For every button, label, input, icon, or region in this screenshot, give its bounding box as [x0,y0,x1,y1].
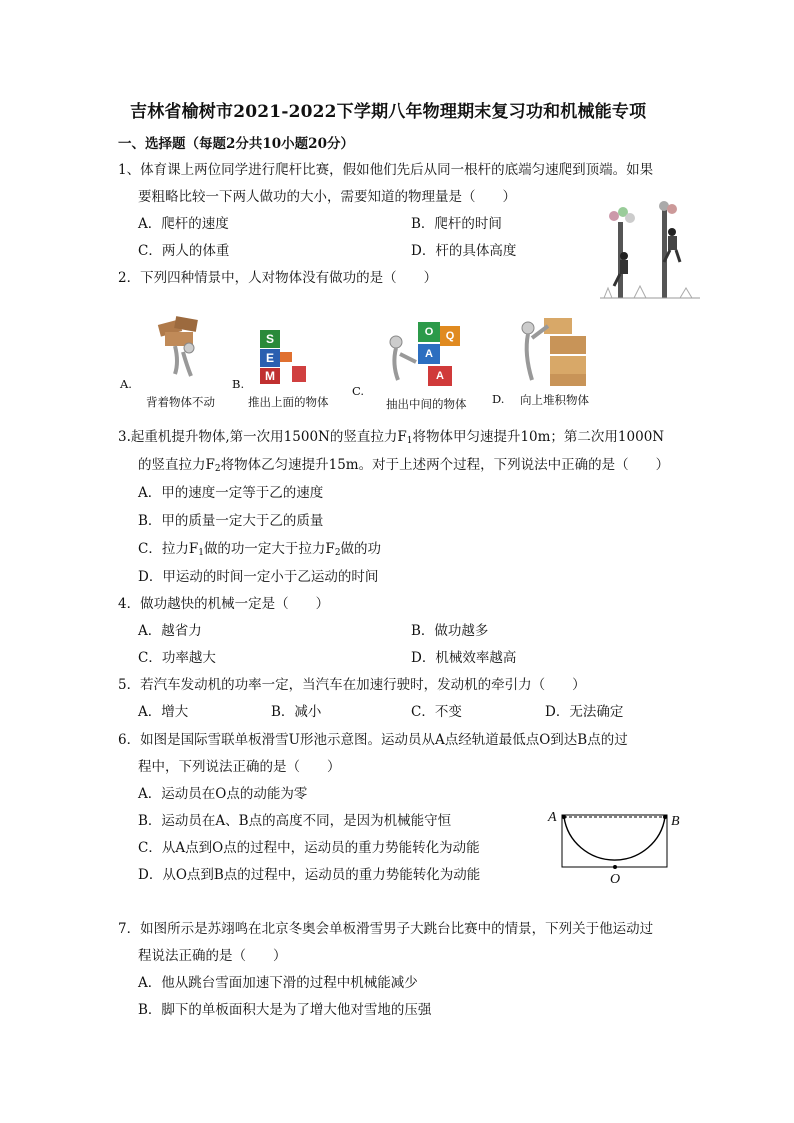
q2-option-d-letter[interactable]: D. [492,392,505,406]
q7-stem-line2: 程说法正确的是（ ） [138,948,287,964]
q2-cube-a1: A [418,344,440,364]
q3-option-b[interactable]: B．甲的质量一定大于乙的质量 [138,513,324,529]
q1-option-c[interactable]: C．两人的体重 [138,243,230,259]
q2-option-b-letter[interactable]: B. [232,377,245,391]
q6-label-a: A [548,810,557,825]
q6-option-a[interactable]: A．运动员在O点的动能为零 [138,786,308,802]
q2-scene-c-pull-figure [380,334,420,388]
q2-block-m: M [260,368,280,384]
q1-option-d[interactable]: D．杆的具体高度 [411,243,517,259]
q6-stem-line1: 6．如图是国际雪联单板滑雪U形池示意图。运动员从A点经轨道最低点O到达B点的过 [118,732,628,748]
q2-option-b-caption: 推出上面的物体 [248,395,329,409]
q2-cube-a2: A [428,366,452,386]
q2-option-c-caption: 抽出中间的物体 [386,397,467,411]
q3-stem-line1: 3.起重机提升物体,第一次用1500N的竖直拉力$F_1$将物体甲匀速提升10m；第二次用1000N [118,429,665,446]
q4-stem: 4．做功越快的机械一定是（ ） [118,596,330,612]
q2-cube-o: O [418,322,440,342]
q6-label-o: O [610,872,621,887]
q2-cube-q: Q [440,326,460,346]
q6-option-c[interactable]: C．从A点到O点的过程中，运动员的重力势能转化为动能 [138,840,480,856]
q7-stem-line1: 7．如图所示是苏翊鸣在北京冬奥会单板滑雪男子大跳台比赛中的情景，下列关于他运动过 [118,921,654,937]
q2-scene-b-push-figure [280,346,310,386]
page-title: 吉林省榆树市2021-2022下学期八年物理期末复习功和机械能专项 [130,102,647,122]
q6-u-pipe-diagram [562,815,670,870]
q6-option-d[interactable]: D．从O点到B点的过程中，运动员的重力势能转化为动能 [138,867,481,883]
q5-stem: 5．若汽车发动机的功率一定，当汽车在加速行驶时，发动机的牵引力（ ） [118,677,586,693]
q1-option-b[interactable]: B．爬杆的时间 [411,216,502,232]
q4-option-c[interactable]: C．功率越大 [138,650,216,666]
q5-option-d[interactable]: D．无法确定 [545,704,624,720]
q2-option-c-letter[interactable]: C. [352,384,365,398]
q4-option-a[interactable]: A．越省力 [138,623,202,639]
q7-option-b[interactable]: B．脚下的单板面积大是为了增大他对雪地的压强 [138,1002,432,1018]
q5-option-b[interactable]: B．减小 [271,704,322,720]
section-heading: 一、选择题（每题2分共10小题20分） [118,136,354,152]
q2-scene-d-stack-figure [510,314,594,388]
q1-pole-climbing-figure [600,200,700,300]
q2-option-d-caption: 向上堆积物体 [520,393,589,407]
q1-option-a[interactable]: A．爬杆的速度 [138,216,229,232]
q6-stem-line2: 程中，下列说法正确的是（ ） [138,759,341,775]
q6-option-b[interactable]: B．运动员在A、B点的高度不同，是因为机械能守恒 [138,813,452,829]
q1-stem-line1: 1、体育课上两位同学进行爬杆比赛，假如他们先后从同一根杆的底端匀速爬到顶端。如果 [118,162,654,178]
q7-option-a[interactable]: A．他从跳台雪面加速下滑的过程中机械能减少 [138,975,418,991]
q5-option-a[interactable]: A．增大 [138,704,189,720]
q2-scene-a-backpack-figure [145,316,225,386]
q2-block-e: E [260,349,280,367]
q4-option-d[interactable]: D．机械效率越高 [411,650,517,666]
q1-stem-line2: 要粗略比较一下两人做功的大小，需要知道的物理量是（ ） [138,189,516,205]
q3-option-a[interactable]: A．甲的速度一定等于乙的速度 [138,485,324,501]
q3-stem-line2: 的竖直拉力$F_2$将物体乙匀速提升15m。对于上述两个过程，下列说法中正确的是（ ） [138,457,670,474]
q2-option-a-caption: 背着物体不动 [146,395,215,409]
q2-option-a-letter[interactable]: A. [120,377,132,391]
q4-option-b[interactable]: B．做功越多 [411,623,489,639]
q5-option-c[interactable]: C．不变 [411,704,462,720]
q2-stem: 2．下列四种情景中，人对物体没有做功的是（ ） [118,270,438,286]
q6-label-b: B [671,814,680,829]
q3-option-c[interactable]: C．拉力$F_1$做的功一定大于拉力$F_2$做的功 [138,541,382,558]
q2-block-s: S [260,330,280,348]
q3-option-d[interactable]: D．甲运动的时间一定小于乙运动的时间 [138,569,379,585]
